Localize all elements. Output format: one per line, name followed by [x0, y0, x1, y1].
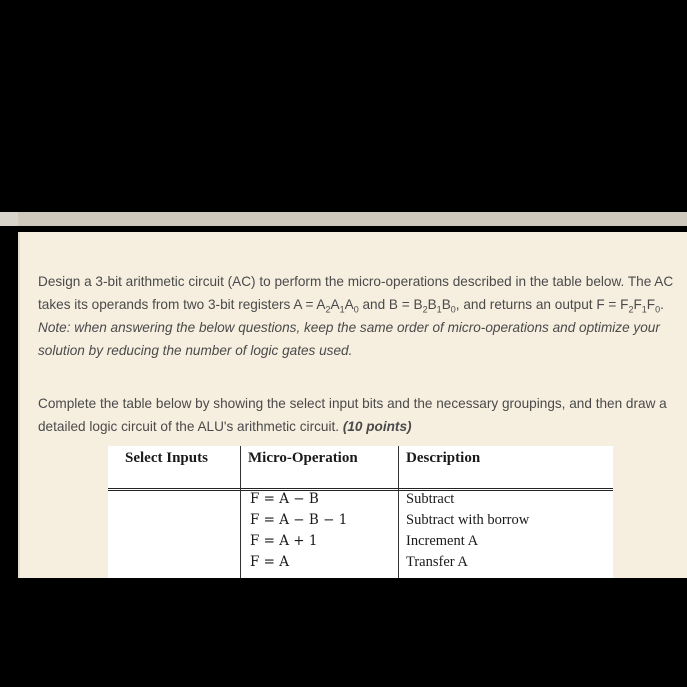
micro-operation-cell: F = A − B	[250, 491, 319, 507]
micro-operation-cell: F = A − B − 1	[250, 512, 348, 528]
table-body	[108, 488, 613, 578]
statement-text: .	[660, 297, 664, 312]
card-border	[18, 232, 20, 578]
description-cell: Transfer A	[406, 554, 468, 570]
statement-text: , and returns an output F = F	[455, 297, 629, 312]
statement-text: B	[427, 297, 437, 312]
header-rule-double	[108, 490, 613, 491]
statement-text: and B = B	[358, 297, 423, 312]
statement-text: F	[633, 297, 642, 312]
task-instruction	[38, 392, 683, 438]
statement-text: Design a 3-bit arithmetic circuit (AC) to perform the micro-operations described in the table below. The AC takes its operands from two 3-bit registers A = A	[38, 274, 674, 312]
subscript: 2	[628, 304, 634, 315]
header-description: Description	[406, 450, 481, 466]
header-micro-operation: Micro-Operation	[248, 450, 358, 466]
statement-text: A	[330, 297, 340, 312]
statement-text: B	[441, 297, 451, 312]
subscript: 0	[450, 304, 456, 315]
subscript: 0	[655, 304, 661, 315]
description-cell: Increment A	[406, 533, 479, 549]
points-label: (10 points)	[342, 419, 412, 434]
column-divider	[398, 446, 399, 578]
subscript: 1	[436, 304, 442, 315]
subscript: 0	[353, 304, 359, 315]
note-text: Note: when answering the below questions, keep the same order of micro-operations and optimize your solution by reducing the number of logic gates used.	[38, 320, 660, 358]
micro-operation-cell: F = A + 1	[250, 533, 318, 549]
header-select-inputs: Select Inputs	[125, 450, 208, 466]
description-cell: Subtract with borrow	[406, 512, 530, 528]
previous-card-edge-inner	[18, 212, 687, 226]
column-divider	[240, 446, 241, 578]
micro-operation-cell: F = A	[250, 554, 290, 570]
subscript: 2	[325, 304, 331, 315]
header-rule	[108, 488, 613, 489]
description-cell: Subtract	[406, 491, 455, 507]
instruction-text: Complete the table below by showing the select input bits and the necessary groupings, and then draw a detailed logic circuit of the ALU's arithmetic circuit.	[38, 396, 667, 434]
statement-text: A	[344, 297, 354, 312]
subscript: 1	[339, 304, 345, 315]
subscript: 2	[422, 304, 428, 315]
problem-statement	[38, 270, 683, 362]
subscript: 1	[641, 304, 647, 315]
statement-text: F	[646, 297, 656, 312]
